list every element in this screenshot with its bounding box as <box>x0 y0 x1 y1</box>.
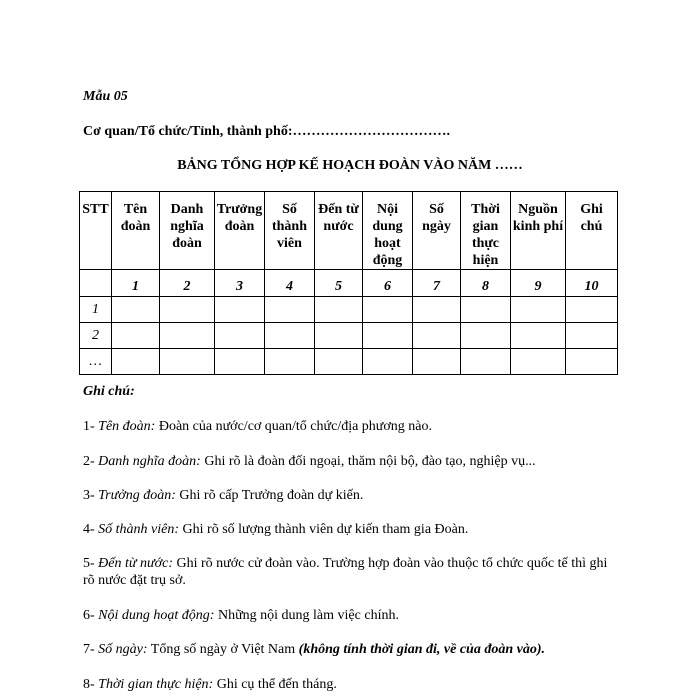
column-number-cell: 2 <box>160 270 215 297</box>
table-row <box>80 297 618 323</box>
header-label-line: viên <box>277 236 302 251</box>
header-label-line: đoàn <box>120 219 151 234</box>
header-label-line: đoàn <box>172 236 202 251</box>
column-number-cell: 6 <box>363 270 413 297</box>
notes-heading: Ghi chú: <box>83 384 135 399</box>
empty-cell <box>363 323 413 349</box>
empty-cell <box>363 297 413 323</box>
header-label-line: chú <box>580 219 603 234</box>
header-cell <box>461 192 511 270</box>
empty-cell <box>215 349 265 375</box>
note-term: Đến từ nước: <box>98 556 174 571</box>
note-term: Nội dung hoạt động: <box>98 608 215 623</box>
note-text: Đoàn của nước/cơ quan/tổ chức/địa phương nào. <box>155 419 433 434</box>
empty-cell <box>413 349 461 375</box>
empty-cell <box>160 323 215 349</box>
empty-cell <box>112 297 160 323</box>
note-prefix: 2- <box>83 454 99 469</box>
organization-line: Cơ quan/Tổ chức/Tỉnh, thành phố:……………………………. <box>83 124 451 139</box>
table-header-row <box>80 192 618 270</box>
note-item <box>83 641 621 658</box>
note-prefix: 4- <box>83 522 99 537</box>
header-cell <box>80 192 112 270</box>
empty-cell <box>265 323 315 349</box>
note-prefix: 7- <box>83 642 99 657</box>
note-text: Ghi rõ số lượng thành viên dự kiến tham gia Đoàn. <box>179 522 469 537</box>
form-code: Mẫu 05 <box>83 89 128 104</box>
header-label-line: Tên <box>123 202 148 217</box>
header-label-line: dung <box>372 219 403 234</box>
empty-cell <box>160 297 215 323</box>
column-number-cell: 10 <box>566 270 618 297</box>
empty-cell <box>315 349 363 375</box>
header-label-line: thực <box>471 236 500 251</box>
header-label-line: Số <box>282 202 297 217</box>
row-index-cell: 2 <box>80 323 112 349</box>
empty-cell <box>413 323 461 349</box>
note-prefix: 5- <box>83 556 99 571</box>
row-index-cell: 1 <box>80 297 112 323</box>
column-number-cell: 4 <box>265 270 315 297</box>
column-number-cell <box>80 270 112 297</box>
header-label-line: thành <box>271 219 308 234</box>
column-number-cell: 1 <box>112 270 160 297</box>
header-label-line: hiện <box>472 253 499 268</box>
empty-cell <box>112 323 160 349</box>
note-term: Thời gian thực hiện: <box>98 677 214 692</box>
row-index-cell: … <box>80 349 112 375</box>
header-label-line: Nguồn <box>518 202 558 217</box>
note-text: Ghi cụ thể đến tháng. <box>213 677 337 692</box>
empty-cell <box>511 349 566 375</box>
empty-cell <box>566 349 618 375</box>
empty-cell <box>315 323 363 349</box>
header-label-line: nước <box>323 219 354 234</box>
note-item <box>83 521 621 538</box>
header-label-line: hoạt <box>374 236 401 251</box>
header-label-line: động <box>372 253 403 268</box>
note-term: Số thành viên: <box>98 522 180 537</box>
header-label-line: đoàn <box>224 219 255 234</box>
header-cell <box>160 192 215 270</box>
empty-cell <box>215 323 265 349</box>
header-label-line: ngày <box>422 219 451 234</box>
header-cell <box>112 192 160 270</box>
column-number-cell: 5 <box>315 270 363 297</box>
empty-cell <box>413 297 461 323</box>
note-prefix: 8- <box>83 677 99 692</box>
column-number-cell: 3 <box>215 270 265 297</box>
note-term: Trưởng đoàn: <box>98 488 176 503</box>
note-prefix: 3- <box>83 488 99 503</box>
header-label-line: Thời <box>471 202 500 217</box>
note-term: Tên đoàn: <box>98 419 156 434</box>
note-text: Tổng số ngày ở Việt Nam <box>147 642 299 657</box>
table-row <box>80 323 618 349</box>
header-cell <box>315 192 363 270</box>
note-term: Danh nghĩa đoàn: <box>98 454 201 469</box>
plan-table <box>79 191 618 375</box>
note-prefix: 1- <box>83 419 99 434</box>
header-cell <box>511 192 566 270</box>
document-title: BẢNG TỔNG HỢP KẾ HOẠCH ĐOÀN VÀO NĂM …… <box>177 158 523 173</box>
empty-cell <box>265 297 315 323</box>
note-item <box>83 676 621 693</box>
header-label-line: Danh <box>170 202 204 217</box>
column-number-cell: 7 <box>413 270 461 297</box>
empty-cell <box>363 349 413 375</box>
note-item <box>83 487 621 504</box>
column-number-cell: 8 <box>461 270 511 297</box>
header-cell <box>265 192 315 270</box>
header-label-line: nghĩa <box>170 219 204 234</box>
empty-cell <box>511 297 566 323</box>
note-text: Những nội dung làm việc chính. <box>214 608 399 623</box>
empty-cell <box>566 323 618 349</box>
header-label-line: STT <box>82 202 109 217</box>
header-label-line: gian <box>472 219 499 234</box>
header-cell <box>413 192 461 270</box>
note-prefix: 6- <box>83 608 99 623</box>
empty-cell <box>461 297 511 323</box>
empty-cell <box>511 323 566 349</box>
note-text: Ghi rõ nước cử đoàn vào. Trường hợp đoàn vào thuộc tổ chức quốc tế thì ghi rõ nước đặt trụ sở. <box>83 556 608 588</box>
note-text: Ghi rõ là đoàn đối ngoại, thăm nội bộ, đào tạo, nghiệp vụ... <box>200 454 536 469</box>
header-label-line: Số <box>429 202 444 217</box>
header-cell <box>215 192 265 270</box>
column-number-cell: 9 <box>511 270 566 297</box>
empty-cell <box>566 297 618 323</box>
note-item <box>83 453 621 470</box>
note-item <box>83 555 621 589</box>
empty-cell <box>461 323 511 349</box>
empty-cell <box>215 297 265 323</box>
header-label-line: Trưởng <box>216 202 263 217</box>
header-cell <box>363 192 413 270</box>
empty-cell <box>315 297 363 323</box>
header-label-line: Đến từ <box>318 202 359 217</box>
header-label-line: Ghi <box>580 202 603 217</box>
empty-cell <box>461 349 511 375</box>
note-term: Số ngày: <box>98 642 148 657</box>
empty-cell <box>265 349 315 375</box>
note-remark: (không tính thời gian đi, về của đoàn vào). <box>298 642 545 657</box>
column-number-row <box>80 270 618 297</box>
header-label-line: Nội <box>377 202 398 217</box>
note-text: Ghi rõ cấp Trưởng đoàn dự kiến. <box>175 488 364 503</box>
empty-cell <box>160 349 215 375</box>
empty-cell <box>112 349 160 375</box>
header-cell <box>566 192 618 270</box>
table-row <box>80 349 618 375</box>
header-label-line: kinh phí <box>512 219 564 234</box>
note-item <box>83 418 621 435</box>
note-item <box>83 607 621 624</box>
